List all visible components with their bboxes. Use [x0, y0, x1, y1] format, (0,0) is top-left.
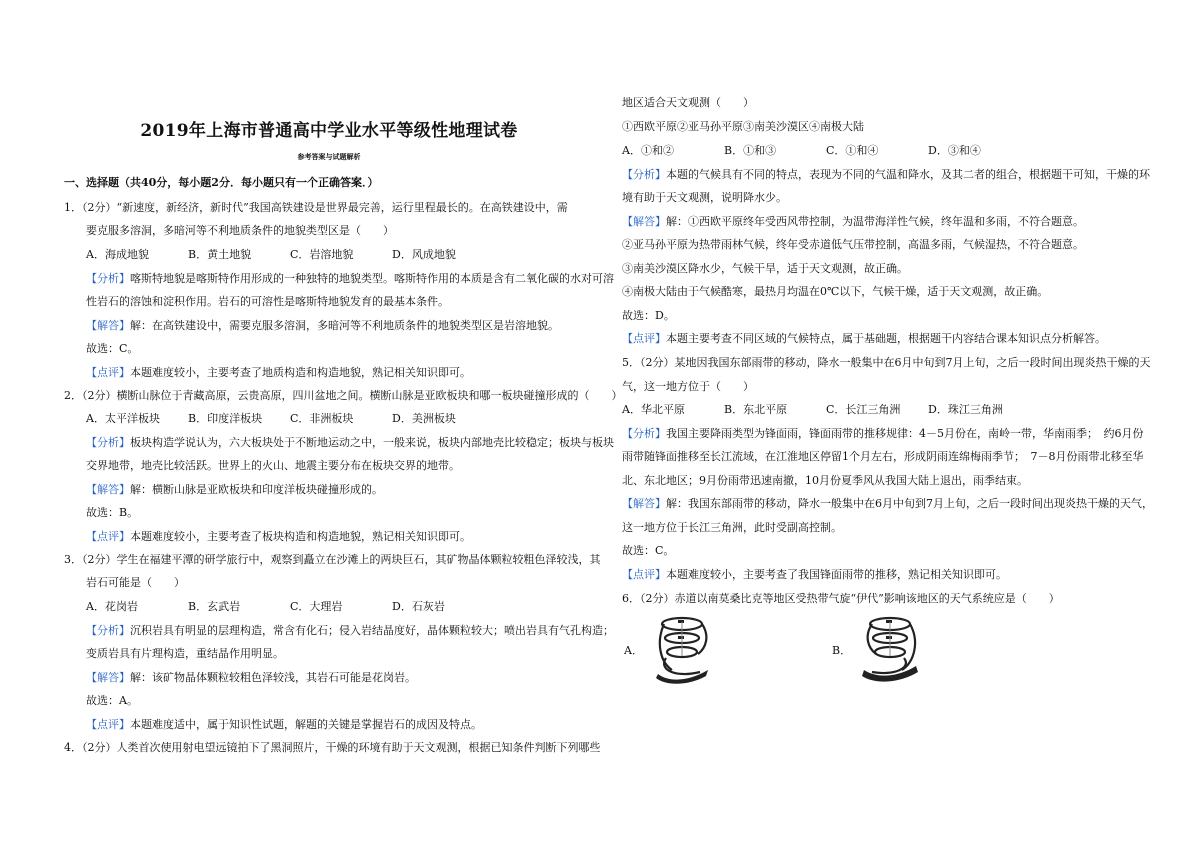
comment-tag: 【点评】: [86, 366, 130, 379]
cyclone-diagram-a: [648, 612, 718, 686]
q5-analysis-text: 我国主要降雨类型为锋面雨，锋面雨带的推移规律：4－5月份在，南岭一带，华南雨季； 约6月份: [666, 427, 1144, 440]
q1-option-c: C．岩溶地貌: [290, 248, 354, 261]
q4-answer-line1: [622, 215, 1084, 229]
q4-choice: 故选：D。: [622, 309, 675, 322]
q5-stem-line1: 5．（2分）某地因我国东部雨带的移动，降水一般集中在6月中旬到7月上旬，之后一段时间出现炎热干燥的天: [622, 356, 1151, 369]
section-heading: 一、选择题（共40分，每小题2分．每小题只有一个正确答案．）: [64, 176, 379, 189]
q3-answer-text: 解：该矿物晶体颗粒较粗色泽较浅，其岩石可能是花岗岩。: [130, 671, 416, 684]
q3-stem-line2: 岩石可能是（ ）: [86, 576, 185, 589]
q5-analysis-line1: [622, 427, 1144, 441]
q2-analysis-text: 板块构造学说认为，六大板块处于不断地运动之中，一般来说，板块内部地壳比较稳定；板块与板块: [130, 436, 614, 449]
answer-tag: 【解答】: [86, 671, 130, 684]
answer-tag: 【解答】: [86, 319, 130, 332]
q5-answer-line2: 这一地方位于长江三角洲，此时受副高控制。: [622, 521, 842, 534]
q2-stem-line1: 2．（2分）横断山脉位于青藏高原，云贵高原，四川盆地之间。横断山脉是亚欧板块和哪一板块碰撞形成的（ ）: [64, 389, 623, 402]
q5-stem-line2: 气，这一地方位于（ ）: [622, 380, 754, 393]
q2-analysis-line1: [86, 436, 614, 450]
analysis-tag: 【分析】: [86, 624, 130, 637]
q4-stem-line1: 4．（2分）人类首次使用射电望远镜拍下了黑洞照片，干燥的环境有助于天文观测，根据已知条件判断下列哪些: [64, 741, 601, 754]
q3-options: [86, 600, 445, 614]
q5-option-b: B．东北平原: [724, 403, 788, 416]
q5-option-d: D．珠江三角洲: [928, 403, 1003, 416]
q5-comment-text: 本题难度较小，主要考查了我国锋面雨带的推移，熟记相关知识即可。: [666, 568, 1007, 581]
q2-choice: 故选：B。: [86, 506, 139, 519]
q5-option-a: A．华北平原: [622, 403, 685, 416]
q4-comment: [622, 332, 1106, 346]
comment-tag: 【点评】: [86, 718, 130, 731]
q4-comment-text: 本题主要考查不同区域的气候特点，属于基础题，根据题干内容结合课本知识点分析解答。: [666, 332, 1106, 345]
answer-tag: 【解答】: [622, 497, 666, 510]
q4-option-b: B．①和③: [724, 144, 777, 157]
q4-answer-line4: ④南极大陆由于气候酷寒，最热月均温在0℃以下，气候干燥，适于天文观测，故正确。: [622, 285, 1049, 298]
exam-subtitle: 参考答案与试题解析: [297, 152, 361, 161]
q3-analysis-line2: 变质岩具有片理构造，重结晶作用明显。: [86, 647, 284, 660]
q2-option-c: C．非洲板块: [290, 412, 354, 425]
q3-option-d: D．石灰岩: [392, 600, 445, 613]
q3-comment-text: 本题难度适中，属于知识性试题，解题的关键是掌握岩石的成因及特点。: [130, 718, 482, 731]
cyclone-diagram-b: [854, 612, 926, 686]
q2-comment-text: 本题难度较小，主要考查了板块构造和构造地貌，熟记相关知识即可。: [130, 530, 471, 543]
q5-answer-text: 解：我国东部雨带的移动，降水一般集中在6月中旬到7月上旬，之后一段时间出现炎热干燥的天气，: [666, 497, 1153, 510]
q5-analysis-line3: 北、东北地区；9月份雨带迅速南撤，10月份夏季风从我国大陆上退出，雨季结束。: [622, 474, 1028, 487]
q4-analysis-text: 本题的气候具有不同的特点，表现为不同的气温和降水，及其二者的组合，根据题干可知，干燥的环: [666, 168, 1150, 181]
q1-option-b: B．黄土地貌: [188, 248, 252, 261]
q3-option-a: A．花岗岩: [86, 600, 138, 613]
q1-analysis-line1: [86, 272, 614, 286]
q3-comment: [86, 718, 482, 732]
q4-answer-line2: ②亚马孙平原为热带雨林气候，终年受赤道低气压带控制，高温多雨，气候湿热，不符合题意。: [622, 238, 1084, 251]
q6-option-a-label: A．: [624, 644, 643, 657]
q3-analysis-text: 沉积岩具有明显的层理构造，常含有化石；侵入岩结晶度好，晶体颗粒较大；喷出岩具有气孔构造；: [130, 624, 614, 637]
q1-analysis-line2: 性岩石的溶蚀和淀积作用。岩石的可溶性是喀斯特地貌发育的最基本条件。: [86, 295, 449, 308]
answer-tag: 【解答】: [86, 483, 130, 496]
q1-option-d: D．风成地貌: [392, 248, 456, 261]
q4-stem-line3: ①西欧平原②亚马孙平原③南美沙漠区④南极大陆: [622, 120, 864, 133]
q2-comment: [86, 530, 471, 544]
q3-answer: [86, 671, 416, 685]
q2-answer: [86, 483, 383, 497]
q5-analysis-line2: 雨带随锋面推移至长江流域，在江淮地区停留1个月左右，形成阴雨连绵梅雨季节； 7－8月份雨带北移至华: [622, 450, 1144, 463]
exam-title: 2019年上海市普通高中学业水平等级性地理试卷: [140, 121, 518, 141]
q2-analysis-line2: 交界地带，地壳比较活跃。世界上的火山、地震主要分布在板块交界的地带。: [86, 459, 460, 472]
q2-option-b: B．印度洋板块: [188, 412, 263, 425]
q4-options: [622, 144, 981, 158]
q1-options: [86, 248, 456, 262]
q4-answer-text: 解：①西欧平原终年受西风带控制，为温带海洋性气候，终年温和多雨，不符合题意。: [666, 215, 1084, 228]
q2-options: [86, 412, 456, 426]
q3-option-b: B．玄武岩: [188, 600, 241, 613]
analysis-tag: 【分析】: [622, 168, 666, 181]
q3-choice: 故选：A。: [86, 694, 138, 707]
q5-choice: 故选：C。: [622, 544, 675, 557]
q4-option-c: C．①和④: [826, 144, 879, 157]
q1-answer: [86, 319, 559, 333]
q2-option-d: D．美洲板块: [392, 412, 456, 425]
q5-comment: [622, 568, 1007, 582]
q1-choice: 故选：C。: [86, 342, 139, 355]
q1-option-a: A．海成地貌: [86, 248, 149, 261]
q6-stem: 6．（2分）赤道以南莫桑比克等地区受热带气旋“伊代”影响该地区的天气系统应是（ ）: [622, 592, 1060, 605]
q6-option-b-label: B．: [832, 644, 852, 657]
q5-options: [622, 403, 1003, 417]
comment-tag: 【点评】: [86, 530, 130, 543]
analysis-tag: 【分析】: [86, 272, 130, 285]
q3-option-c: C．大理岩: [290, 600, 343, 613]
q1-answer-text: 解：在高铁建设中，需要克服多溶洞，多暗河等不利地质条件的地貌类型区是岩溶地貌。: [130, 319, 559, 332]
q4-answer-line3: ③南美沙漠区降水少，气候干旱，适于天文观测，故正确。: [622, 262, 908, 275]
comment-tag: 【点评】: [622, 568, 666, 581]
analysis-tag: 【分析】: [86, 436, 130, 449]
q4-option-d: D．③和④: [928, 144, 981, 157]
q2-option-a: A．太平洋板块: [86, 412, 160, 425]
q3-stem-line1: 3．（2分）学生在福建平潭的研学旅行中，观察到矗立在沙滩上的两块巨石，其矿物晶体颗粒较粗色泽较浅，其: [64, 553, 601, 566]
q4-analysis-line1: [622, 168, 1150, 182]
q1-analysis-text: 喀斯特地貌是喀斯特作用形成的一种独特的地貌类型。喀斯特作用的本质是含有二氧化碳的水对可溶: [130, 272, 614, 285]
q1-stem-line2: 要克服多溶洞，多暗河等不利地质条件的地貌类型区是（ ）: [86, 224, 394, 237]
analysis-tag: 【分析】: [622, 427, 666, 440]
q1-comment-text: 本题难度较小，主要考查了地质构造和构造地貌，熟记相关知识即可。: [130, 366, 471, 379]
q5-answer-line1: [622, 497, 1153, 511]
answer-tag: 【解答】: [622, 215, 666, 228]
q5-option-c: C．长江三角洲: [826, 403, 901, 416]
q1-stem-line1: 1．（2分）“新速度，新经济，新时代”我国高铁建设是世界最完善，运行里程最长的。在高铁建设中，需: [64, 201, 568, 214]
comment-tag: 【点评】: [622, 332, 666, 345]
q4-option-a: A．①和②: [622, 144, 674, 157]
q3-analysis-line1: [86, 624, 614, 638]
q4-stem-line2: 地区适合天文观测（ ）: [622, 96, 754, 109]
q4-analysis-line2: 境有助于天文观测，说明降水少。: [622, 191, 787, 204]
q2-answer-text: 解：横断山脉是亚欧板块和印度洋板块碰撞形成的。: [130, 483, 383, 496]
q1-comment: [86, 366, 471, 380]
